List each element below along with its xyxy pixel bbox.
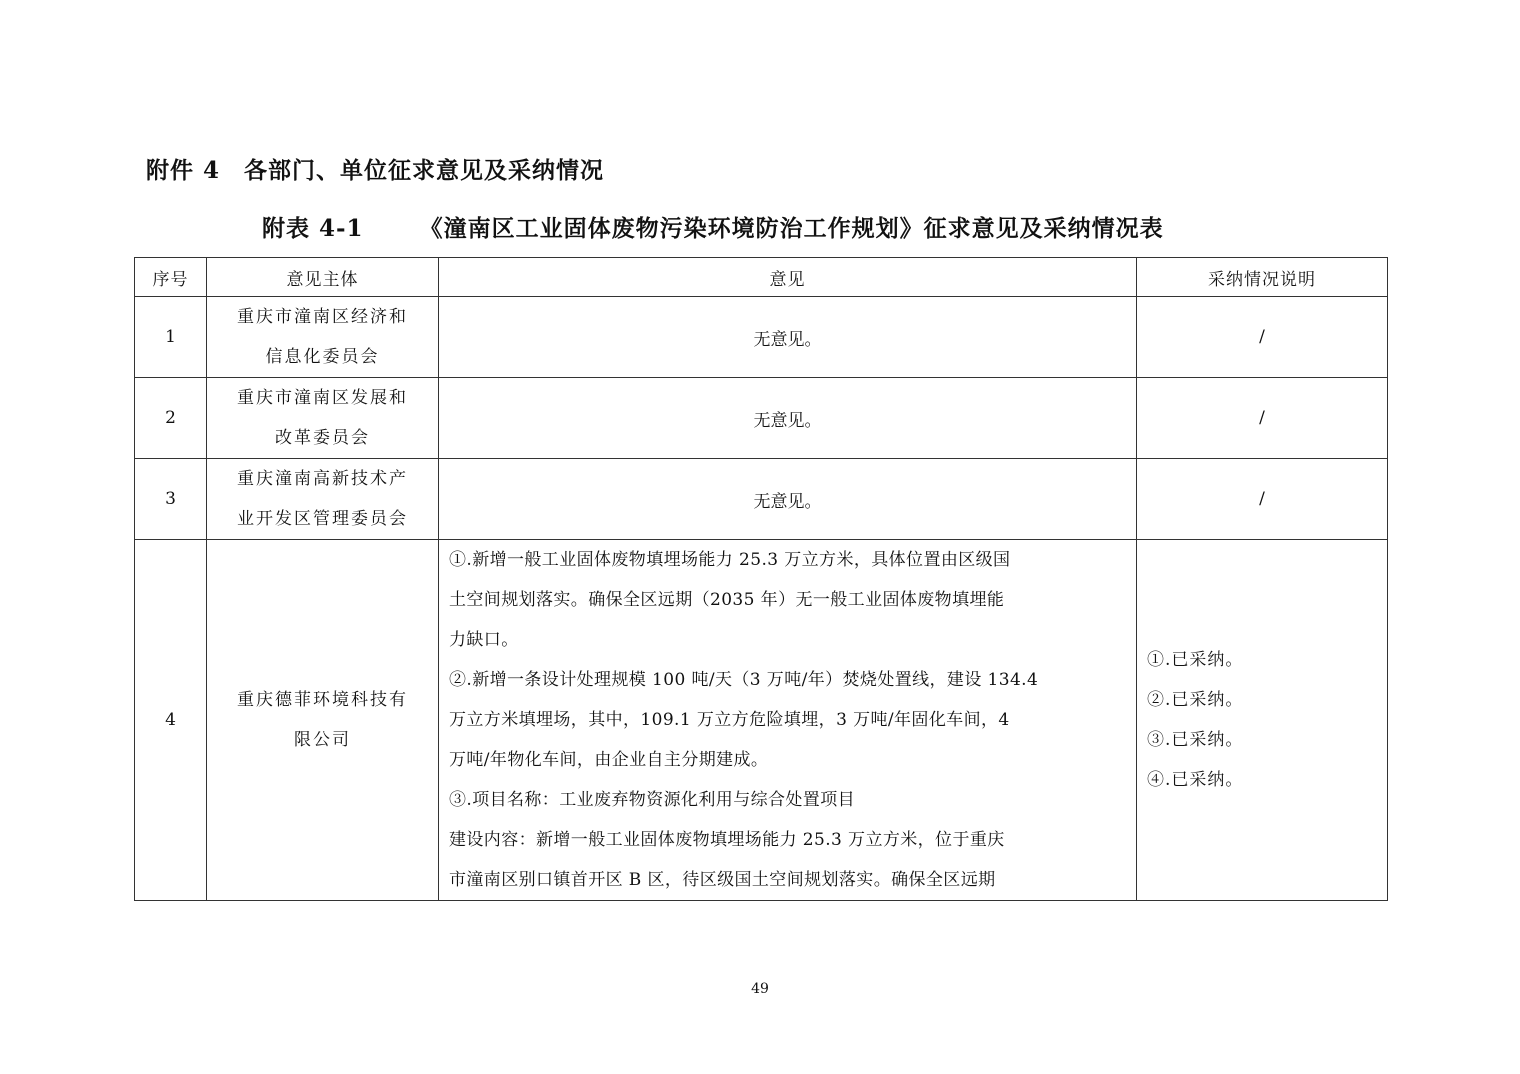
opinion-line: 土空间规划落实。确保全区远期（2035 年）无一般工业固体废物填埋能 (449, 590, 1005, 610)
opinions-table (134, 257, 1388, 901)
adoption-line: ①.已采纳。 (1147, 650, 1244, 670)
adoption-line: ②.已采纳。 (1147, 690, 1244, 710)
table-row (135, 378, 1388, 459)
page-number: 49 (751, 981, 769, 997)
table-title-name: 《潼南区工业固体废物污染环境防治工作规划》征求意见及采纳情况表 (419, 215, 1164, 242)
org-line: 重庆市潼南区经济和 (237, 307, 408, 327)
row-organization (207, 459, 439, 540)
row-index: 2 (135, 378, 207, 459)
row-opinion: 无意见。 (439, 378, 1137, 459)
row-adoption: / (1137, 459, 1388, 540)
row-index: 1 (135, 297, 207, 378)
adoption-line: ③.已采纳。 (1147, 730, 1244, 750)
row-opinion (439, 540, 1137, 901)
org-line: 重庆德菲环境科技有 (237, 690, 408, 710)
row-opinion: 无意见。 (439, 459, 1137, 540)
row-organization (207, 378, 439, 459)
table-title (262, 210, 1164, 243)
table-title-label: 附表 4-1 (262, 215, 364, 242)
opinion-line: 力缺口。 (449, 630, 519, 650)
table-row (135, 540, 1388, 901)
header-opinion: 意见 (439, 258, 1137, 297)
header-organization: 意见主体 (207, 258, 439, 297)
opinion-line: 万立方米填埋场，其中，109.1 万立方危险填埋，3 万吨/年固化车间，4 (449, 710, 1010, 730)
org-line: 信息化委员会 (265, 347, 380, 367)
org-line: 重庆市潼南区发展和 (237, 388, 408, 408)
row-index: 3 (135, 459, 207, 540)
page-heading: 附件 4 各部门、单位征求意见及采纳情况 (146, 157, 605, 184)
org-line: 业开发区管理委员会 (237, 509, 408, 529)
header-index: 序号 (135, 258, 207, 297)
row-organization (207, 540, 439, 901)
row-organization (207, 297, 439, 378)
row-opinion: 无意见。 (439, 297, 1137, 378)
header-adoption: 采纳情况说明 (1137, 258, 1388, 297)
opinion-line: 建设内容：新增一般工业固体废物填埋场能力 25.3 万立方米，位于重庆 (449, 830, 1005, 850)
row-adoption (1137, 540, 1388, 901)
table-row (135, 297, 1388, 378)
table-header-row (135, 258, 1388, 297)
adoption-line: ④.已采纳。 (1147, 770, 1244, 790)
opinion-line: 万吨/年物化车间，由企业自主分期建成。 (449, 750, 769, 770)
opinion-line: 市潼南区别口镇首开区 B 区，待区级国土空间规划落实。确保全区远期 (449, 870, 996, 890)
opinion-line: ②.新增一条设计处理规模 100 吨/天（3 万吨/年）焚烧处置线，建设 134.4 (449, 670, 1039, 690)
row-index: 4 (135, 540, 207, 901)
row-adoption: / (1137, 297, 1388, 378)
opinion-line: ③.项目名称：工业废弃物资源化利用与综合处置项目 (449, 790, 856, 810)
org-line: 重庆潼南高新技术产 (237, 469, 408, 489)
org-line: 改革委员会 (275, 428, 370, 448)
org-line: 限公司 (294, 730, 351, 750)
opinion-line: ①.新增一般工业固体废物填埋场能力 25.3 万立方米，具体位置由区级国 (449, 550, 1011, 570)
table-row (135, 459, 1388, 540)
row-adoption: / (1137, 378, 1388, 459)
